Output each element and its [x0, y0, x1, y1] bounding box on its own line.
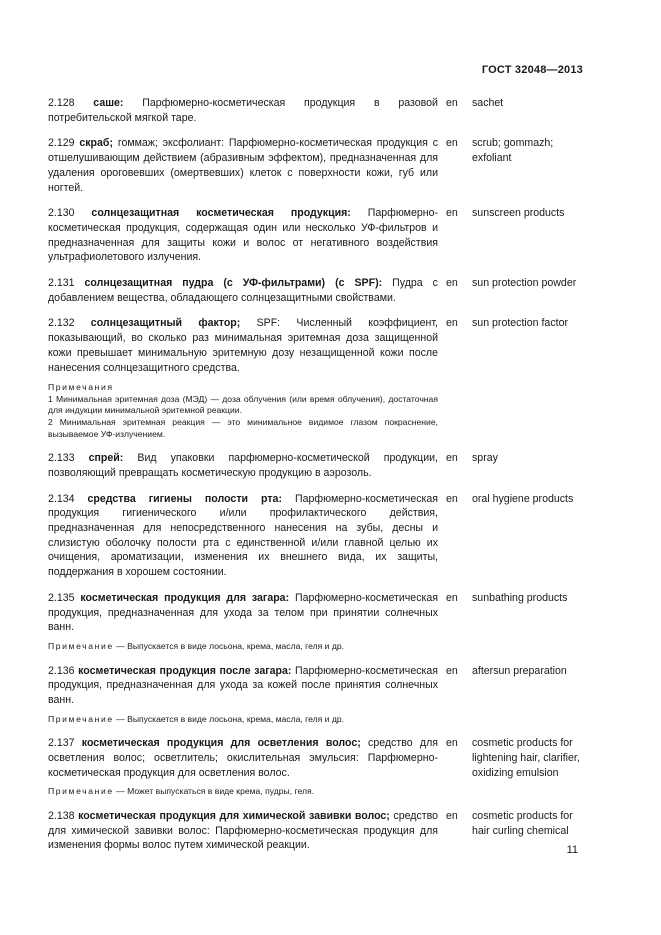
entry-definition — [48, 591, 438, 653]
document-code: ГОСТ 32048—2013 — [481, 64, 583, 76]
language-code: en — [446, 809, 458, 822]
note-text: — Выпускается в виде лосьона, крема, масла, геля и др. — [116, 713, 345, 724]
term-name: косметическая продукция после загара: — [78, 664, 292, 677]
entry-definition — [48, 664, 438, 726]
entry-number: 2.134 — [48, 492, 75, 505]
term-entry-2-131 — [48, 276, 588, 305]
definition-text: Пудра с добавлением вещества, обладающего солнцезащитными свойствами. — [48, 277, 438, 304]
language-code: en — [446, 97, 458, 109]
language-code: en — [446, 317, 458, 330]
term-entry-2-130 — [48, 206, 588, 265]
language-code: en — [446, 137, 458, 150]
entry-definition — [48, 316, 438, 440]
language-code: en — [446, 492, 458, 505]
english-equivalent: sachet — [472, 97, 504, 109]
entry-number: 2.128 — [48, 97, 75, 109]
note-label: Примечание — [48, 713, 114, 724]
term-name: солнцезащитная косметическая продукция: — [91, 207, 351, 220]
language-code: en — [446, 664, 458, 677]
definition-text: Парфюмерно-косметическая продукция гигиенического и/или профилактического действия, предназначенная для непосредственного нанесения на зубы, десны и слизистую оболочку полости рта с единственной и/или главной целью их очищения, ароматизации, изменения их внешнего вида, их защиты, поддержания в хорошем состоянии. — [48, 492, 439, 579]
english-equivalent: aftersun preparation — [472, 664, 567, 677]
definition-text: Парфюмерно-косметическая продукция в разовой потребительской мягкой таре. — [48, 97, 438, 124]
english-equivalent: sun protection powder — [472, 277, 577, 290]
entry-number: 2.129 — [48, 137, 75, 150]
entry-number: 2.137 — [48, 737, 75, 750]
term-name: косметическая продукция для химической завивки волос; — [78, 809, 390, 822]
language-code: en — [446, 207, 458, 220]
note-line — [48, 641, 438, 653]
note-text: — Выпускается в виде лосьона, крема, масла, геля и др. — [116, 640, 345, 651]
language-code: en — [446, 737, 458, 750]
term-entry-2-136 — [48, 664, 588, 726]
language-code: en — [446, 591, 458, 604]
definition-text: средство для химической завивки волос: Парфюмерно-косметическая продукция для изменения формы волос путем химической реакции. — [48, 809, 439, 852]
term-name: косметическая продукция для осветления волос; — [81, 737, 361, 750]
entry-number: 2.130 — [48, 207, 75, 220]
language-code: en — [446, 452, 458, 465]
definition-text: гоммаж; эксфолиант: Парфюмерно-косметическая продукция с отшелушивающим действием (абразивным эффектом), предназначенная для удаления ороговевших (омертвевших) клеток с поверхности кожи, губ или ногтей. — [48, 137, 438, 194]
term-entry-2-129 — [48, 136, 588, 195]
english-equivalent: sun protection factor — [472, 317, 568, 330]
english-equivalent: cosmetic products for hair curling chemical — [472, 809, 573, 837]
note-label: Примечание — [48, 786, 114, 797]
entry-number: 2.138 — [48, 809, 75, 822]
entry-definition — [48, 736, 438, 798]
term-name: саше: — [93, 97, 124, 109]
entry-number: 2.136 — [48, 664, 75, 677]
term-name: скраб; — [79, 137, 113, 150]
note-line — [48, 714, 438, 726]
term-entry-2-133 — [48, 451, 588, 480]
definition-text: Вид упаковки парфюмерно-косметической продукции, позволяющий превращать косметическую продукцию в аэрозоль. — [48, 452, 438, 479]
page-number: 11 — [566, 844, 578, 856]
term-name: солнцезащитная пудра (с УФ-фильтрами) (с SPF): — [84, 277, 383, 290]
entry-definition — [48, 809, 438, 853]
term-entry-2-128 — [48, 96, 588, 125]
entry-number: 2.135 — [48, 591, 75, 604]
english-equivalent: scrub; gommazh; exfoliant — [472, 137, 554, 165]
term-entry-2-138 — [48, 809, 588, 853]
term-entry-2-135 — [48, 591, 588, 653]
entry-definition — [48, 96, 438, 125]
entry-definition — [48, 451, 438, 480]
note-item: 2 Минимальная эритемная реакция — это минимальное видимое глазом покраснение, вызываемое УФ-излучением. — [48, 417, 438, 439]
term-entry-2-132 — [48, 316, 588, 440]
note-text: — Может выпускаться в виде крема, пудры, геля. — [116, 786, 314, 797]
term-name: средства гигиены полости рта: — [87, 492, 282, 505]
term-name: солнцезащитный фактор; — [90, 317, 241, 330]
entry-definition — [48, 492, 438, 580]
definition-text: Парфюмерно-косметическая продукция, предназначенная для ухода за телом при принятии солнечных ванн. — [48, 591, 438, 634]
entry-number: 2.131 — [48, 277, 75, 290]
entry-number: 2.133 — [48, 452, 75, 465]
entry-definition — [48, 206, 438, 265]
definition-text: Парфюмерно-косметическая продукция, предназначенная для ухода за кожей после принятия солнечных ванн. — [48, 664, 438, 706]
english-equivalent: sunbathing products — [472, 591, 568, 604]
english-equivalent: sunscreen products — [472, 207, 565, 220]
english-equivalent: cosmetic products for lightening hair, clarifier, oxidizing emulsion — [472, 737, 580, 779]
term-entry-2-137 — [48, 736, 588, 798]
english-equivalent: oral hygiene products — [472, 492, 574, 505]
term-entry-2-134 — [48, 492, 588, 580]
definition-text: средство для осветления волос; осветлитель; окислительная эмульсия: Парфюмерно-косметическая продукция для осветления волос. — [48, 737, 438, 779]
definition-text: SPF: Численный коэффициент, показывающий, во сколько раз минимальная эритемная доза защищенной кожи превышает минимальную эритемную дозу незащищенной кожи после нанесения солнцезащитного средства. — [48, 317, 438, 374]
english-equivalent: spray — [472, 452, 498, 465]
language-code: en — [446, 277, 458, 290]
term-name: косметическая продукция для загара: — [80, 591, 290, 604]
entry-definition — [48, 276, 438, 305]
entry-number: 2.132 — [48, 317, 75, 330]
note-line — [48, 786, 438, 798]
terms-list — [48, 96, 588, 864]
note-item: 1 Минимальная эритемная доза (МЭД) — доза облучения (или время облучения), достаточная для индукции минимальной эритемной реакции. — [48, 393, 438, 416]
entry-definition — [48, 136, 438, 195]
note-label: Примечание — [48, 640, 114, 651]
notes-block — [48, 382, 438, 440]
definition-text: Парфюмерно-косметическая продукция, содержащая один или несколько УФ-фильтров и предназначенная для защиты кожи и волос от негативного воздействия ультрафиолетового излучения. — [48, 207, 438, 264]
term-name: спрей: — [88, 452, 124, 465]
notes-heading: Примечания — [48, 382, 114, 393]
